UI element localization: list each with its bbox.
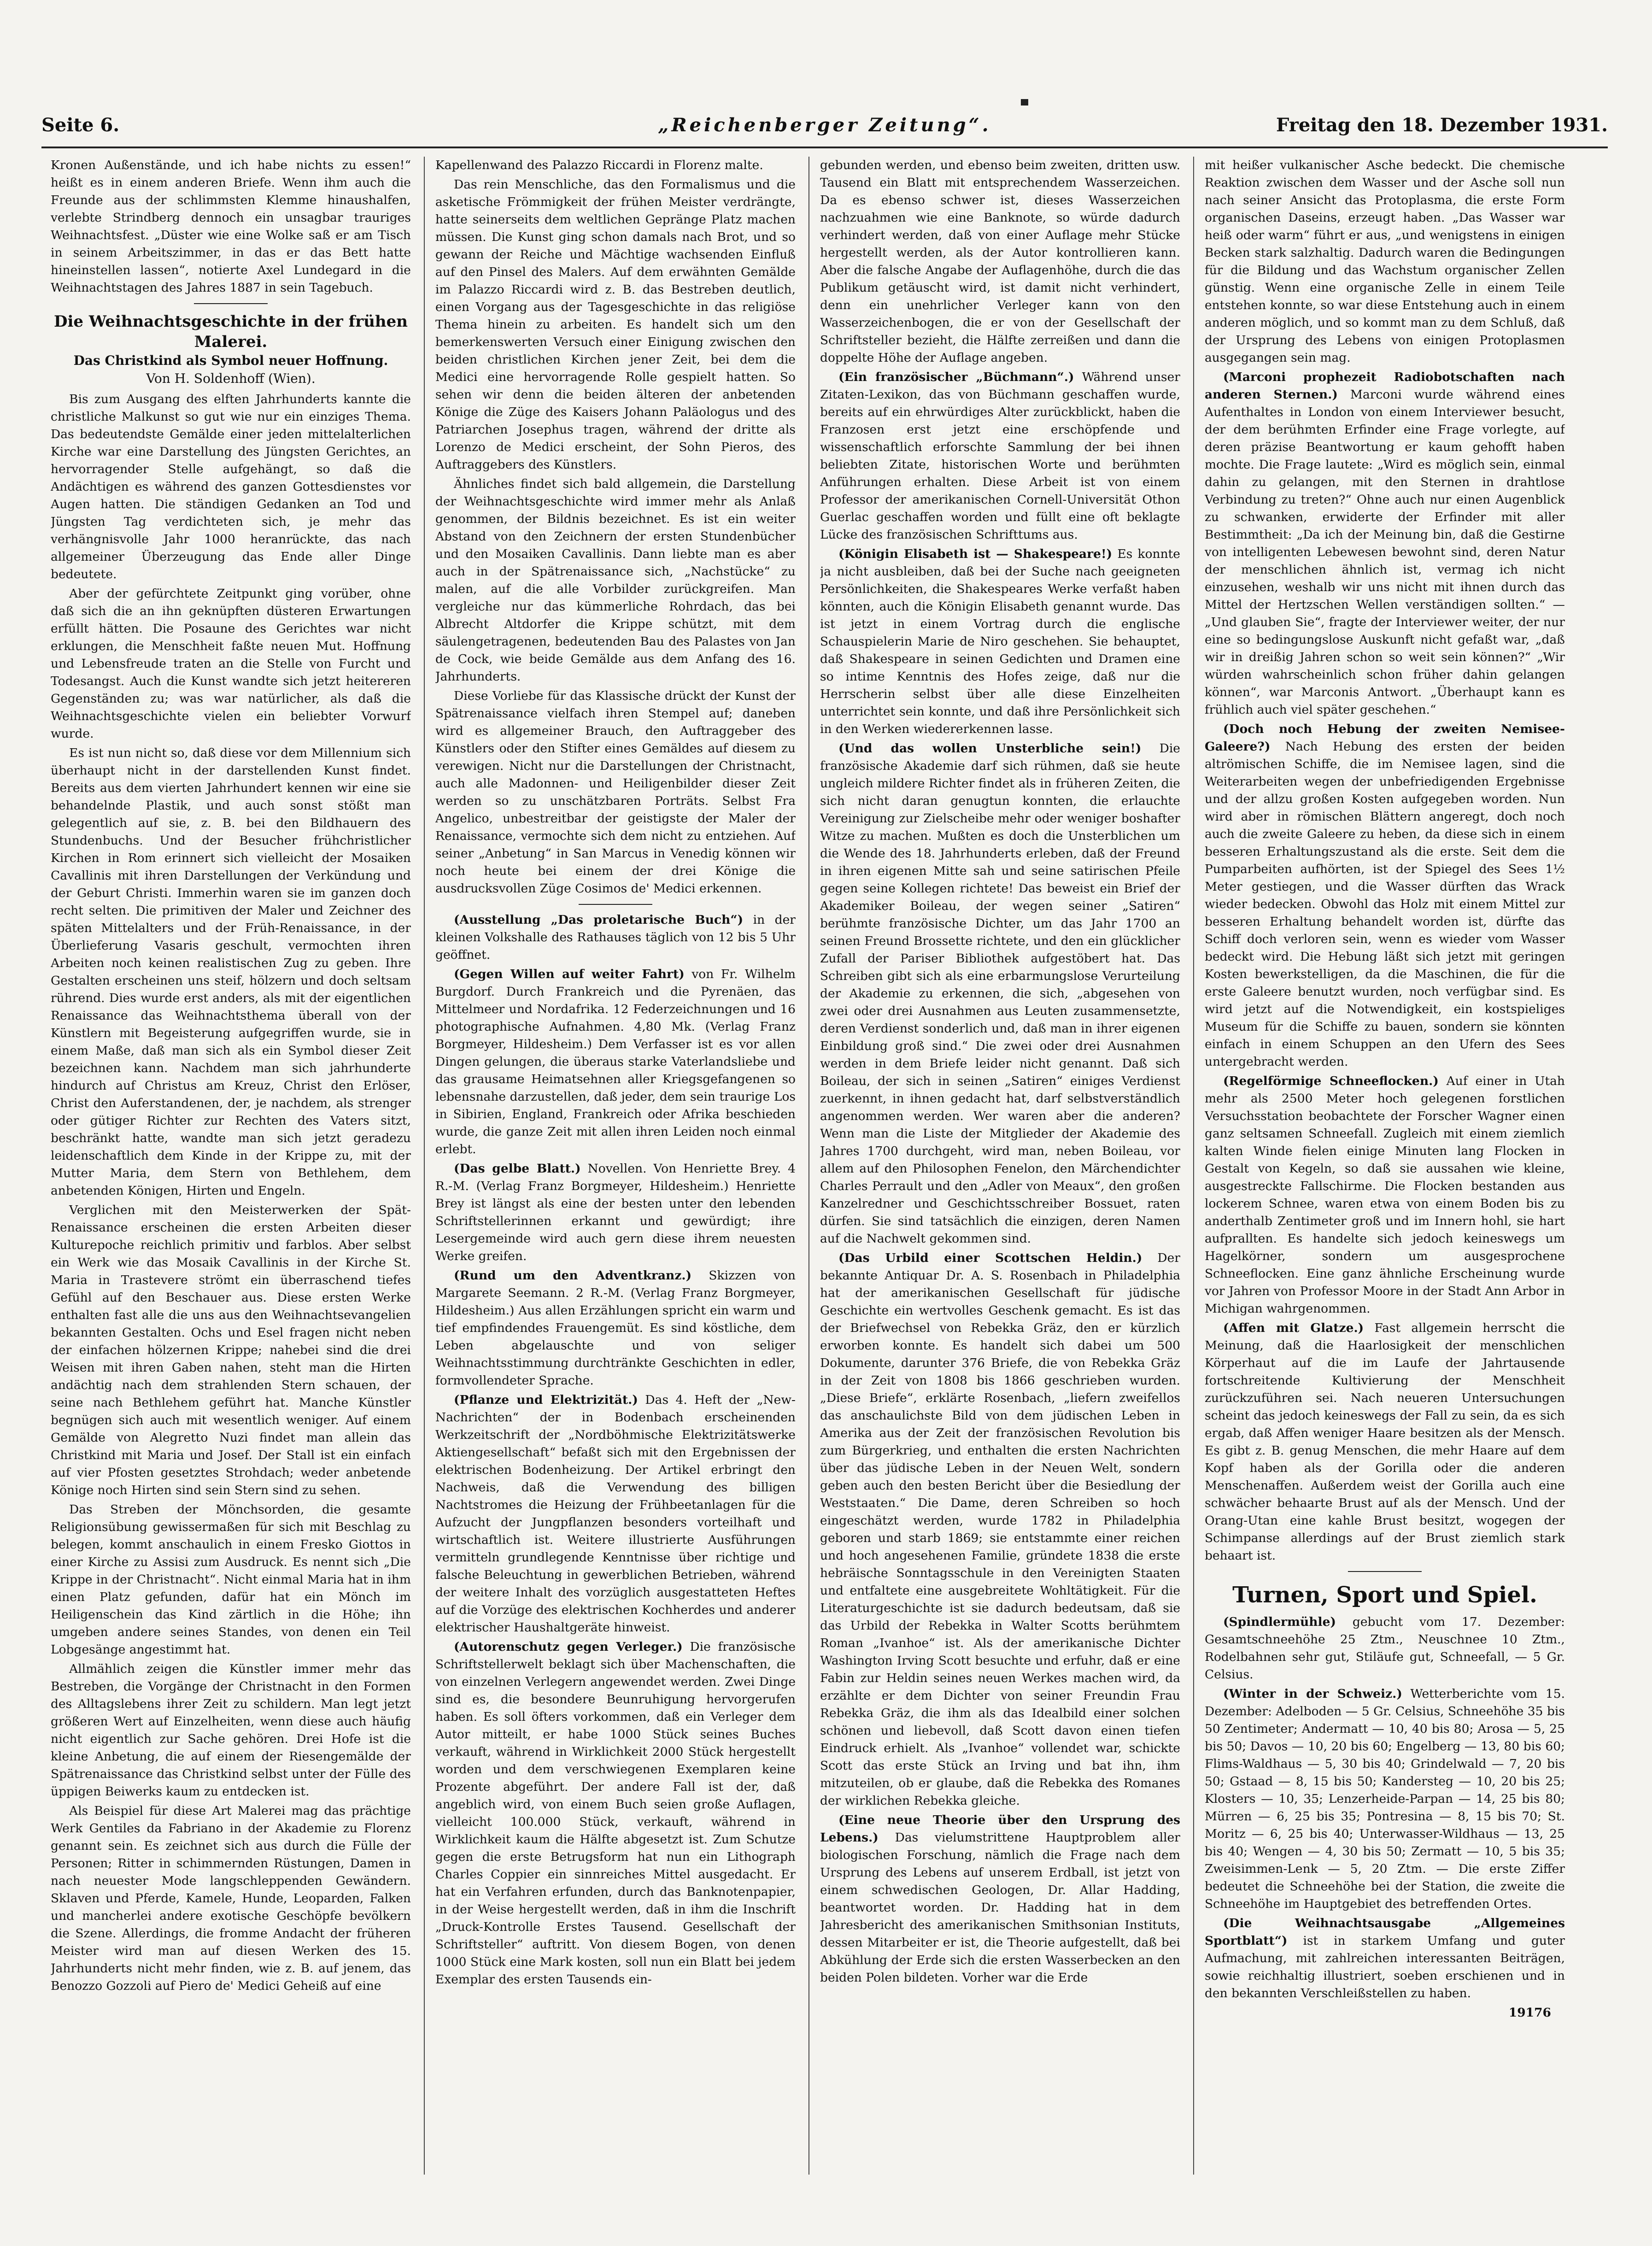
- page-header: [41, 114, 1608, 142]
- news-keyword: (Das Urbild einer Scottschen Heldin.): [838, 1251, 1142, 1265]
- paragraph: Das Streben der Mönchsorden, die gesamte Religionsübung gewissermaßen für sich mit Beschlag zu belegen, kommt anschaulich in einem Fresko Giottos in einer Kirche zu Assisi zum Ausdruck. Es nennt sich „Die Krippe in der Christnacht“. Nicht einmal Maria hat in ihm einen Platz gefunden, dafür hat ein Mönch im Heiligenschein das Kind zärtlich in die Höhe; ihn umgeben andere seines Standes, von denen ein Teil Lobgesänge angestimmt hat.: [51, 1502, 411, 1657]
- news-keyword: (Spindlermühle): [1223, 1615, 1336, 1629]
- paragraph: Bis zum Ausgang des elften Jahrhunderts kannte die christliche Malkunst so gut wie nur ein einziges Thema. Das bedeutendste Gemälde einer jeden mittelalterlichen Kirche war eine Darstellung des Jüngsten Gerichtes, an hervorragender Stelle aufgehängt, so daß die Andächtigen es während des ganzen Gottesdienstes vor Augen hatten. Die ständigen Gedanken an Tod und Jüngsten Tag verdichteten sich, je mehr das verhängnisvolle Jahr 1000 heranrückte, das nach allgemeiner Überzeugung das Ende aller Dinge bedeutete.: [51, 392, 411, 581]
- news-item: [435, 1160, 796, 1265]
- section-rule: [194, 303, 268, 304]
- paragraph: Es ist nun nicht so, daß diese vor dem Millennium sich überhaupt nicht in der darstellenden Kunst findet. Bereits aus dem vierten Jahrhundert kennen wir eine sie behandelnde Plastik, und auch sonst stößt man gelegentlich auf sie, z. B. bei den Bildhauern des Stundenbuchs. Und der Besucher frühchristlicher Kirchen in Rom erinnert sich vielleicht der Mosaiken Cavallinis mit ihren Darstellungen der Verkündung und der Geburt Christi. Immerhin waren sie im ganzen doch recht selten. Die primitiven der Maler und Zeichner des späten Mittelalters und der Früh-Renaissance, in der Überlieferung Vasaris geschult, vermochten ihren Arbeiten noch keinen realistischen Zug zu geben. Ihre Gestalten erscheinen uns steif, hölzern und doch seltsam rührend. Dies wurde erst anders, als mit der eigentlichen Renaissance das Weihnachtsthema überall von der Künstlern mit Begeisterung aufgegriffen wurde, sie in einem Maße, daß man sich als ein Symbol dieser Zeit bezeichnen kann. Nachdem man sich jahrhunderte hindurch auf Christus am Kreuz, Christ den Erlöser, Christ den Auferstandenen, der, je nachdem, als strenger oder gütiger Richter zur Rechten des Vaters sitzt, beschränkt hatte, wandte man sich jetzt geradezu leidenschaftlich dem Kinde in der Krippe zu, mit der Mutter Maria, dem Stern von Bethlehem, dem anbetenden Königen, Hirten und Engeln.: [51, 746, 411, 1198]
- news-text: gebucht vom 17. Dezember: Gesamtschneehöhe 25 Ztm., Neuschnee 10 Ztm., Rodelbahnen sehr gut, Stiläufe gut, Schneefall, — 5 Gr. Celsius.: [1205, 1615, 1565, 1682]
- news-item: [1205, 1613, 1565, 1683]
- newspaper-title: „Reichenberger Zeitung“.: [658, 114, 991, 136]
- article-title: Die Weihnachtsgeschichte in der frühen Malerei.: [53, 312, 408, 351]
- paragraph: Allmählich zeigen die Künstler immer mehr das Bestreben, die Vorgänge der Christnacht in den Formen des Alltagslebens ihrer Zeit zu schildern. Man legt jetzt größeren Wert auf Einzelheiten, wenn diese auch häufig nicht eigentlich zur Sache gehören. Drei Hofe ist die kleine Anbetung, die auf einem der Riesengemälde der Spätrenaissance das Christkind selbst unter der Fülle des üppigen Beiwerks kaum zu entdecken ist.: [51, 1662, 411, 1799]
- paragraph: Kapellenwand des Palazzo Riccardi in Florenz malte.: [435, 158, 763, 172]
- news-text: Wetterberichte vom 15. Dezember: Adelboden — 5 Gr. Celsius, Schneehöhe 35 bis 50 Zentimeter; Andermatt — 10, 40 bis 80; Arosa — 5, 25 bis 50; Davos — 10, 20 bis 60; Engelberg — 13, 80 bis 60; Flims-Waldhaus — 5, 30 bis 40; Grindelwald — 7, 20 bis 50; Gstaad — 8, 15 bis 50; Kandersteg — 10, 20 bis 25; Klosters — 10, 35; Lenzerheide-Parpan — 14, 25 bis 80; Mürren — 6, 25 bis 35; Pontresina — 8, 15 bis 70; St. Moritz — 6, 25 bis 40; Unterwasser-Wildhaus — 13, 25 bis 40; Wengen — 4, 30 bis 50; Zermatt — 10, 5 bis 35; Zweisimmen-Lenk — 5, 20 Ztm. — Die erste Ziffer bedeutet die Schneehöhe bei der Station, die zweite die Schneehöhe im Hauptgebiet des betreffenden Ortes.: [1205, 1687, 1565, 1911]
- news-item: [435, 911, 796, 964]
- header-rule: [41, 147, 1608, 148]
- news-item: [435, 1391, 796, 1636]
- news-item: [435, 966, 796, 1158]
- news-keyword: (Ausstellung „Das proletarische Buch“): [454, 913, 744, 927]
- news-item: [1205, 1073, 1565, 1318]
- news-keyword: (Doch noch Hebung der zweiten Nemisee-Galeere?): [1205, 722, 1565, 754]
- news-item: [820, 740, 1180, 1248]
- news-text: Nach Hebung des ersten der beiden altrömischen Schiffe, die im Nemisee lagen, sind die Weiterarbeiten wegen der unbefriedigenden Ergebnisse und der allzu großen Kosten aufgegeben worden. Nun wird aber in römischen Blättern angeregt, doch noch auch die zweite Galeere zu heben, da diese sich in einem besseren Erhaltungszustand als die erste. Seit dem die Pumparbeiten aufhörten, ist der Spiegel des Sees 1½ Meter gestiegen, und die Wasser dürften das Wrack wieder bedecken. Obwohl das Holz mit einem Mittel zur besseren Erhaltung behandelt worden ist, dürfte das Schiff doch verloren sein, wenn es wieder vom Wasser bedeckt wird. Die Hebung läßt sich jetzt mit geringen Kosten bewerkstelligen, da die Maschinen, die für die erste Galeere benutzt wurden, noch verfügbar sind. Es wird jetzt auf die Notwendigkeit, ein kostspieliges Museum für die Schiffe zu bauen, sondern sie könnten einfach in einem Schuppen an den Ufern des Sees untergebracht werden.: [1205, 739, 1565, 1069]
- news-item: [435, 1638, 796, 1988]
- article-subtitle: Das Christkind als Symbol neuer Hoffnung.: [73, 353, 388, 368]
- news-text: Novellen. Von Henriette Brey. 4 R.-M. (Verlag Franz Borgmeyer, Hildesheim.) Henriette Brey ist längst als eine der besten unter den lebenden Schriftstellerinnen erkannt und gewürdigt; ihre Lesergemeinde wird auch gern diese ihrem neuesten Werke greifen.: [435, 1161, 796, 1263]
- news-keyword: (Die Weihnachtsausgabe „Allgemeines Sportblatt“): [1205, 1916, 1565, 1948]
- page-number: Seite 6.: [41, 114, 120, 136]
- paragraph: Diese Vorliebe für das Klassische drückt der Kunst der Spätrenaissance vielfach ihren Stempel auf; daneben wird es allgemeiner Brauch, den Auftraggeber des Künstlers oder den Stifter eines Gemäldes auf diesem zu verewigen. Nicht nur die Darstellungen der Christnacht, auch alle Madonnen- und Heiligenbilder dieser Zeit werden so zu unschätzbaren Porträts. Selbst Fra Angelico, unbestreitbar der geistigste der Maler der Renaissance, vermochte sich dem nicht zu entziehen. Auf seiner „Anbetung“ in San Marcus in Venedig können wir noch heute bei einem der drei Könige die ausdrucksvollen Züge Cosimos de' Medici erkennen.: [435, 689, 796, 896]
- news-item: [820, 1812, 1180, 1987]
- news-keyword: (Königin Elisabeth ist — Shakespeare!): [838, 547, 1113, 561]
- column-divider: [808, 157, 809, 2175]
- news-item: [1205, 1319, 1565, 1565]
- news-item: [820, 545, 1180, 738]
- news-keyword: (Das gelbe Blatt.): [454, 1161, 581, 1176]
- news-item: [1205, 721, 1565, 1071]
- article-author: Von H. Soldenhoff (Wien).: [146, 371, 316, 386]
- news-keyword: (Marconi prophezeit Radiobotschaften nach anderen Sternen.): [1205, 370, 1565, 402]
- news-text: in der kleinen Volkshalle des Rathauses täglich von 12 bis 5 Uhr geöffnet.: [435, 913, 796, 962]
- column-2: [435, 157, 796, 2175]
- news-keyword: (Und das wollen Unsterbliche sein!): [838, 741, 1142, 756]
- paragraph: Als Beispiel für diese Art Malerei mag das prächtige Werk Gentiles da Fabriano in der Akademie zu Florenz genannt sein. Es zeichnet sich aus durch die Fülle der Personen; Ritter in schimmernden Rüstungen, Damen in nach neuester Mode langschleppenden Gewändern. Sklaven und Pferde, Kamele, Hunde, Leoparden, Falken und mancherlei andere exotische Geschöpfe bevölkern die Szene. Allerdings, die fromme Andacht der früheren Meister wird man auf diesen Werken des 15. Jahrhunderts nicht mehr finden, wie z. B. auf jenem, das Benozzo Gozzoli auf Piero de' Medici Geheiß auf eine: [51, 1804, 411, 1993]
- news-text: Es konnte ja nicht ausbleiben, daß bei der Suche nach geeigneten Persönlichkeiten, die Shakespeares Werke verfaßt haben könnten, auch die Königin Elisabeth genannt wurde. Das ist jetzt in einem Vortrag durch die englische Schauspielerin Marie de Niro geschehen. Sie behauptet, daß Shakespeare in seinen Gedichten und Dramen eine so intime Kenntnis des Hofes zeige, daß nur die Herrscherin selbst über alle diese Einzelheiten unterrichtet sein konnte, und daß ihre Persönlichkeit sich in den Werken wiedererkennen lasse.: [820, 547, 1180, 736]
- news-text: Auf einer in Utah mehr als 2500 Meter hoch gelegenen forstlichen Versuchsstation beobachtete der Forscher Wagner einen ganz seltsamen Schneefall. Zugleich mit einem ziemlich kalten Winde fielen einige Minuten lang Flocken in Gestalt von Kegeln, so daß sie aussahen wie kleine, ausgestreckte Fallschirme. Die Flocken bestanden aus lockerem Schnee, waren etwa von einem Boden bis zu anderthalb Zentimeter groß und im Innern hohl, sie hart aufprallten. Es handelte sich jedoch keineswegs um Hagelkörner, sondern um ausgesprochene Schneeflocken. Eine ganz ähnliche Erscheinung wurde vor Jahren von Professor Moore in der Stadt Ann Arbor in Michigan wahrgenommen.: [1205, 1074, 1565, 1316]
- news-keyword: (Winter in der Schweiz.): [1223, 1687, 1402, 1701]
- print-mark: [1021, 99, 1028, 106]
- news-text: Die französische Akademie darf sich rühmen, daß sie heute ungleich mildere Richter findet als in früheren Zeiten, die sich nicht daran genugtun konnten, die erlauchte Vereinigung zur Zielscheibe mehr oder weniger boshafter Witze zu machen. Mußten es doch die Unsterblichen um die Wende des 18. Jahrhunderts erleben, daß der Freund in ihren eigenen Mitte sah und seine satirischen Pfeile gegen seine Kollegen richtete! Das beweist ein Brief der Akademiker Boileau, der wegen seiner „Satiren“ berühmte französische Dichter, um das Jahr 1700 an seinen Freund Brossette richtete, und den ein glücklicher Zufall der Pariser Bibliothek aufgestöbert hat. Das Schreiben gibt sich als eine erbarmungslose Verurteilung der Akademie zu erkennen, die sich, „abgesehen von zwei oder drei Ausnahmen aus Leuten zusammensetzte, deren Verdienst sonderlich und, daß man in ihrer eigenen Einbildung groß sind.“ Die zwei oder drei Ausnahmen werden in dem Briefe leider nicht genannt. Daß sich Boileau, der sich in seinen „Satiren“ einiges Verdienst zuerkennt, in ihnen gedacht hat, darf selbstverständlich angenommen werden. Wer waren aber die anderen? Wenn man die Liste der Mitglieder der Akademie des Jahres 1700 durchgeht, wird man, neben Boileau, vor allem auf den Philosophen Fenelon, den Märchendichter Charles Perrault und den „Adler von Meaux“, den großen Kanzelredner und Geschichtsschreiber Bossuet, raten dürfen. Sie sind tatsächlich die einzigen, deren Namen auf die Nachwelt gekommen sind.: [820, 741, 1180, 1246]
- news-keyword: (Eine neue Theorie über den Ursprung des Lebens.): [820, 1813, 1180, 1845]
- column-4: [1205, 157, 1565, 2175]
- news-item: [1205, 369, 1565, 719]
- section-title: Turnen, Sport und Spiel.: [1232, 1582, 1537, 1608]
- news-item: [820, 1249, 1180, 1810]
- column-3: [820, 157, 1180, 2175]
- news-keyword: (Gegen Willen auf weiter Fahrt): [454, 967, 685, 981]
- news-item: [1205, 1915, 1565, 2002]
- paragraph: gebunden werden, und ebenso beim zweiten, dritten usw. Tausend ein Blatt mit entsprechendem Wasserzeichen. Da es ebenso schwer ist, dieses Wasserzeichen nachzuahmen wie eine Banknote, so würde dadurch verhindert werden, daß von einer Auflage mehr Stücke hergestellt werden, als der Autor kontrollieren kann. Aber die falsche Angabe der Auflagenhöhe, durch die das Publikum getäuscht wird, ist damit nicht verhindert, denn ein unehrlicher Verleger kann von den Wasserzeichenbogen, die er von der Gesellschaft der Schriftsteller bezieht, die Hälfte zerreißen und dann die doppelte Höhe der Auflage angeben.: [820, 158, 1180, 365]
- paragraph: Das rein Menschliche, das den Formalismus und die asketische Frömmigkeit der frühen Meister verdrängte, hatte seinerseits dem weltlichen Gepränge Platz machen müssen. Die Kunst ging schon damals nach Brot, und so gewann der Reiche und Mächtige wachsenden Einfluß auf den Pinsel des Malers. Auf dem erwähnten Gemälde im Palazzo Riccardi wird z. B. das Bestreben deutlich, einen Vorgang aus der Tagesgeschichte in das religiöse Thema hinein zu arbeiten. Es handelt sich um den bemerkenswerten Versuch einer Einigung zwischen den beiden christlichen Kirchen jener Zeit, bei dem die Medici eine hervorragende Rolle gespielt hatten. So sehen wir denn die beiden älteren der anbetenden Könige die Züge des Kaisers Johann Paläologus und des Patriarchen Josephus tragen, während der dritte als Lorenzo de Medici erscheint, der Sohn Pieros, des Auftraggebers des Künstlers.: [435, 177, 796, 472]
- column-1: [51, 157, 411, 2175]
- news-text: von Fr. Wilhelm Burgdorf. Durch Frankreich und die Pyrenäen, das Mittelmeer und Nordafrika. 12 Federzeichnungen und 16 photographische Aufnahmen. 4,80 Mk. (Verlag Franz Borgmeyer, Hildesheim.) Dem Verfasser ist es vor allen Dingen gelungen, die überaus starke Vaterlandsliebe und das grausame Heimatsehnen aller Kriegsgefangenen so lebensnahe darzustellen, daß jeder, dem sein traurige Los in Sibirien, England, Frankreich oder Afrika beschieden wurde, die ganze Zeit mit allen ihren Leiden noch einmal erlebt.: [435, 967, 796, 1156]
- news-item: [820, 369, 1180, 544]
- news-keyword: (Autorenschutz gegen Verleger.): [454, 1640, 683, 1654]
- section-rule: [1348, 1571, 1422, 1572]
- news-text: Fast allgemein herrscht die Meinung, daß die Haarlosigkeit der menschlichen Körperhaut auf die im Laufe der Jahrtausende fortschreitende Kultivierung der Menschheit zurückzuführen sei. Nach neueren Untersuchungen scheint das jedoch keineswegs der Fall zu sein, da es sich ergab, daß Affen weniger Haare besitzen als der Mensch. Es gibt z. B. genug Menschen, die mehr Haare auf dem Kopf haben als der Gorilla oder die anderen Menschenaffen. Außerdem weist der Gorilla auch eine schwächer behaarte Brust auf als der Mensch. Und der Orang-Utan eine kahle Brust besitzt, wogegen der Schimpanse allerdings auf der Brust ziemlich stark behaart ist.: [1205, 1321, 1565, 1563]
- news-keyword: (Affen mit Glatze.): [1223, 1321, 1364, 1335]
- news-text: Der bekannte Antiquar Dr. A. S. Rosenbach in Philadelphia hat der amerikanischen Gesellschaft für jüdische Geschichte ein wertvolles Geschenk gemacht. Es ist das der Briefwechsel von Rebekka Gräz, den er kürzlich erworben konnte. Es handelt sich dabei um 500 Dokumente, darunter 376 Briefe, die von Rebekka Gräz in der Zeit von 1808 bis 1866 geschrieben wurden. „Diese Briefe“, erklärte Rosenbach, „liefern zweifellos das anschaulichste Bild von dem jüdischen Leben in Amerika aus der Zeit der französischen Revolution bis zum Bürgerkrieg, und enthalten die ersten Nachrichten über das jüdische Leben in der Neuen Welt, sondern geben auch den besten Bericht über die Besiedlung der Weststaaten.“ Die Dame, deren Schreiben so hoch eingeschätzt werden, wurde 1782 in Philadelphia geboren und starb 1869; sie entstammte einer reichen und hoch angesehenen Familie, gründete 1838 die erste hebräische Sonntagsschule in den Vereinigten Staaten und entfaltete eine ausgebreitete Wohltätigkeit. Für die Literaturgeschichte ist sie dadurch bedeutsam, daß sie das Urbild der Rebekka in Walter Scotts berühmtem Roman „Ivanhoe“ ist. Als der amerikanische Dichter Washington Irving Scott besuchte und erfuhr, daß er eine Fabin zur Heldin seines neuen Werkes machen wird, da erzählte er dem Dichter von seiner Freundin Frau Rebekka Gräz, die ihm als das Idealbild einer solchen schönen und liebevoll, daß Scott davon einen tiefen Eindruck erhielt. Als „Ivanhoe“ vollendet war, schickte Scott das erste Stück an Irving und bat ihn, ihm mitzuteilen, ob er glaube, daß die Rebekka des Romanes der wirklichen Rebekka gleiche.: [820, 1251, 1180, 1808]
- news-text: Die französische Schriftstellerwelt beklagt sich über Machenschaften, die von einzelnen Verlegern angewendet werden. Zwei Dinge sind es, die besondere Beunruhigung hervorgerufen haben. Es soll öfters vorkommen, daß ein Verleger dem Autor mitteilt, er habe 1000 Stück seines Buches verkauft, während in Wirklichkeit 2000 Stück hergestellt worden und dem verschwiegenen Exemplaren keine Prozente abgeführt. Der andere Fall ist der, daß angeblich wird, von einem Buch seien große Auflagen, vielleicht 100.000 Stück, verkauft, während in Wirklichkeit kaum die Hälfte abgesetzt ist. Zum Schutze gegen die erste Betrugsform hat nun ein Lithograph Charles Coppier ein sinnreiches Mittel ausgedacht. Er hat ein Verfahren erfunden, durch das Banknotenpapier, in der Weise hergestellt werden, daß in ihm die Inschrift „Druck-Kontrolle Erstes Tausend. Gesellschaft der Schriftsteller“ auftritt. Von diesem Bogen, von denen 1000 Stück eine Mark kosten, soll nun ein Blatt bei jedem Exemplar des ersten Tausends ein-: [435, 1640, 796, 1987]
- news-text: Das 4. Heft der „New-Nachrichten“ der in Bodenbach erscheinenden Werkzeitschrift der „Nordböhmische Elektrizitätswerke Aktiengesellschaft“ befaßt sich mit den Ergebnissen der elektrischen Bodenheizung. Der Artikel erbringt den Nachweis, daß die Verwendung des billigen Nachtstromes die Heizung der Frühbeetanlagen für die Aufzucht der Jungpflanzen besonders vorteilhaft und wirtschaftlich ist. Weitere illustrierte Ausführungen vermitteln grundlegende Kenntnisse über richtige und falsche Beleuchtung in gewerblichen Betrieben, während der weitere Inhalt des vorzüglich ausgestatteten Heftes auf die Vorzüge des elektrischen Kochherdes und anderer elektrischer Haushaltgeräte hinweist.: [435, 1393, 796, 1635]
- news-text: ist in starkem Umfang und guter Aufmachung, mit zahlreichen interessanten Beiträgen, sowie reichhaltig illustriert, soeben erschienen und in den bekannten Verschleißstellen zu haben.: [1205, 1934, 1565, 2000]
- news-text: Das vielumstrittene Hauptproblem aller biologischen Forschung, nämlich die Frage nach dem Ursprung des Lebens auf unserem Erdball, ist jetzt von einem schwedischen Geologen, Dr. Allar Hadding, beantwortet worden. Dr. Hadding hat in dem Jahresbericht des amerikanischen Smithsonian Instituts, dessen Mitarbeiter er ist, die Theorie aufgestellt, daß bei Abkühlung der Erde sich die ersten Wasserbecken an den beiden Polen bildeten. Vorher war die Erde: [820, 1830, 1180, 1985]
- news-keyword: (Pflanze und Elektrizität.): [454, 1393, 638, 1407]
- section-rule: [579, 904, 652, 905]
- paragraph: Aber der gefürchtete Zeitpunkt ging vorüber, ohne daß sich die an ihn geknüpften düsteren Erwartungen erfüllt hätten. Die Posaune des Gerichtes war nicht erklungen, die Menschheit faßte neuen Mut. Hoffnung und Lebensfreude traten an die Stelle von Furcht und Todesangst. Auch die Kunst wandte sich jetzt heitereren Gegenständen zu; was war natürlicher, als daß die Weihnachtsgeschichte vielen ein beliebter Vorwurf wurde.: [51, 586, 411, 741]
- issue-date: Freitag den 18. Dezember 1931.: [1276, 114, 1608, 136]
- signature-number: 19176: [1508, 2006, 1551, 2020]
- paragraph: Ähnliches findet sich bald allgemein, die Darstellung der Weihnachtsgeschichte wird immer mehr als Anlaß genommen, der Bildnis bezeichnet. Es ist ein weiter Abstand von den Zeichnern der ersten Stundenbücher und den Mosaiken Cavallinis. Dann liebte man es aber auch in der Spätrenaissance sich, „Nachstücke“ zu malen, auf die alle Vorbilder zurückgreifen. Man vergleiche nur das kümmerliche Rohrdach, das bei Albrecht Altdorfer die Krippe schützt, mit dem säulengetragenen, bedeutenden Bau des Palastes von Jan de Cock, wie beide Gemälde aus dem Anfang des 16. Jahrhunderts.: [435, 477, 796, 684]
- paragraph: Kronen Außenstände, und ich habe nichts zu essen!“ heißt es in einem anderen Briefe. Wenn ihm auch die Freunde aus der schlimmsten Klemme hinaushalfen, verlebte Strindberg dennoch ein unsagbar trauriges Weihnachtsfest. „Düster wie eine Wolke saß er am Tisch in seinem Arbeitszimmer, in das er das Bett hatte hineinstellen lassen“, notierte Axel Lundegard in die Weihnachtstagen des Jahres 1887 in sein Tagebuch.: [51, 158, 411, 295]
- news-text: Skizzen von Margarete Seemann. 2 R.-M. (Verlag Franz Borgmeyer, Hildesheim.) Aus allen Erzählungen spricht ein warm und tief empfindendes Frauengemüt. Es sind köstliche, dem Leben abgelauschte und von seliger Weihnachtsstimmung durchtränkte Geschichten in edler, formvollendeter Sprache.: [435, 1268, 796, 1388]
- news-keyword: (Rund um den Adventkranz.): [454, 1268, 692, 1283]
- news-text: Während unser Zitaten-Lexikon, das von Büchmann geschaffen wurde, bereits auf ein ehrwürdiges Alter zurückblickt, haben die Franzosen erst jetzt eine erschöpfende und wissenschaftlich erforschte Sammlung der bei ihnen beliebten Zitate, historischen Worte und berühmten Anführungen erhalten. Diese Arbeit ist von einem Professor der amerikanischen Cornell-Universität Othon Guerlac geschaffen worden und füllt eine oft beklagte Lücke des französischen Schrifttums aus.: [820, 370, 1180, 542]
- news-item: [1205, 1685, 1565, 1913]
- news-text: Marconi wurde während eines Aufenthaltes in London von einem Interviewer besucht, der dem berühmten Erfinder eine Frage vorlegte, auf deren präzise Beantwortung er kaum gehofft haben mochte. Die Frage lautete: „Wird es möglich sein, einmal dahin zu gelangen, mit den Sternen in drahtlose Verbindung zu treten?“ Ohne auch nur einen Augenblick zu schwanken, erwiderte der Erfinder mit aller Bestimmtheit: „Da ich der Meinung bin, daß die Gestirne von intelligenten Lebewesen bewohnt sind, deren Natur der menschlichen ähnlich ist, vermag ich nicht einzusehen, weshalb wir uns nicht mit ihnen durch das Mittel der Hertzschen Wellen verständigen sollten.“ — „Und glauben Sie“, fragte der Interviewer weiter, der nur eine so bedingungslose Auskunft nicht gefaßt war, „daß wir in dreißig Jahren schon so weit sein können?“ „Wir würden wahrscheinlich schon früher dahin gelangen können“, war Marconis Antwort. „Überhaupt kann es frühlich auch viel später geschehen.“: [1205, 387, 1565, 717]
- news-keyword: (Ein französischer „Büchmann“.): [838, 370, 1074, 384]
- column-divider: [424, 157, 425, 2175]
- paragraph: mit heißer vulkanischer Asche bedeckt. Die chemische Reaktion zwischen dem Wasser und der Asche soll nun nach seiner Ansicht das Protoplasma, die erste Form organischen Daseins, erzeugt haben. „Das Wasser war heiß oder warm“ führt er aus, „und wenigstens in einigen Becken stark salzhaltig. Dadurch waren die Bedingungen für die Bildung und das Wachstum organischer Zellen günstig. Wenn eine organische Zelle in einem Teile entstehen konnte, so war diese Entstehung auch in einem anderen möglich, und so kommt man zu dem Schluß, daß der Ursprung des Lebens von einigen Protoplasmen ausgegangen sein mag.: [1205, 158, 1565, 365]
- column-divider: [1193, 157, 1194, 2175]
- paragraph: Verglichen mit den Meisterwerken der Spät-Renaissance erscheinen die ersten Arbeiten dieser Kulturepoche reichlich primitiv und farblos. Aber selbst ein Werk wie das Mosaik Cavallinis in der Kirche St. Maria in Trastevere strömt ein überraschend tiefes Gefühl auf den Beschauer aus. Diese ersten Werke enthalten fast alle die uns aus den Weihnachtsevangelien bekannten Gestalten. Ochs und Esel fragen nicht neben der einfachen hölzernen Krippe; nahebei sind die drei Weisen mit ihren Gaben nahen, steht man die Hirten andächtig nach dem strahlenden Stern schauen, der seine nach Bethlehem geführt hat. Manche Künstler begnügen sich auch mit wesentlich weniger. Auf einem Gemälde von Alegretto Nuzi findet man allein das Christkind mit Maria und Josef. Der Stall ist ein einfach auf vier Pfosten gesetztes Strohdach; weder anbetende Könige noch Hirten sind sein Stern sind zu sehen.: [51, 1203, 411, 1497]
- news-keyword: (Regelförmige Schneeflocken.): [1223, 1074, 1439, 1088]
- news-item: [435, 1267, 796, 1390]
